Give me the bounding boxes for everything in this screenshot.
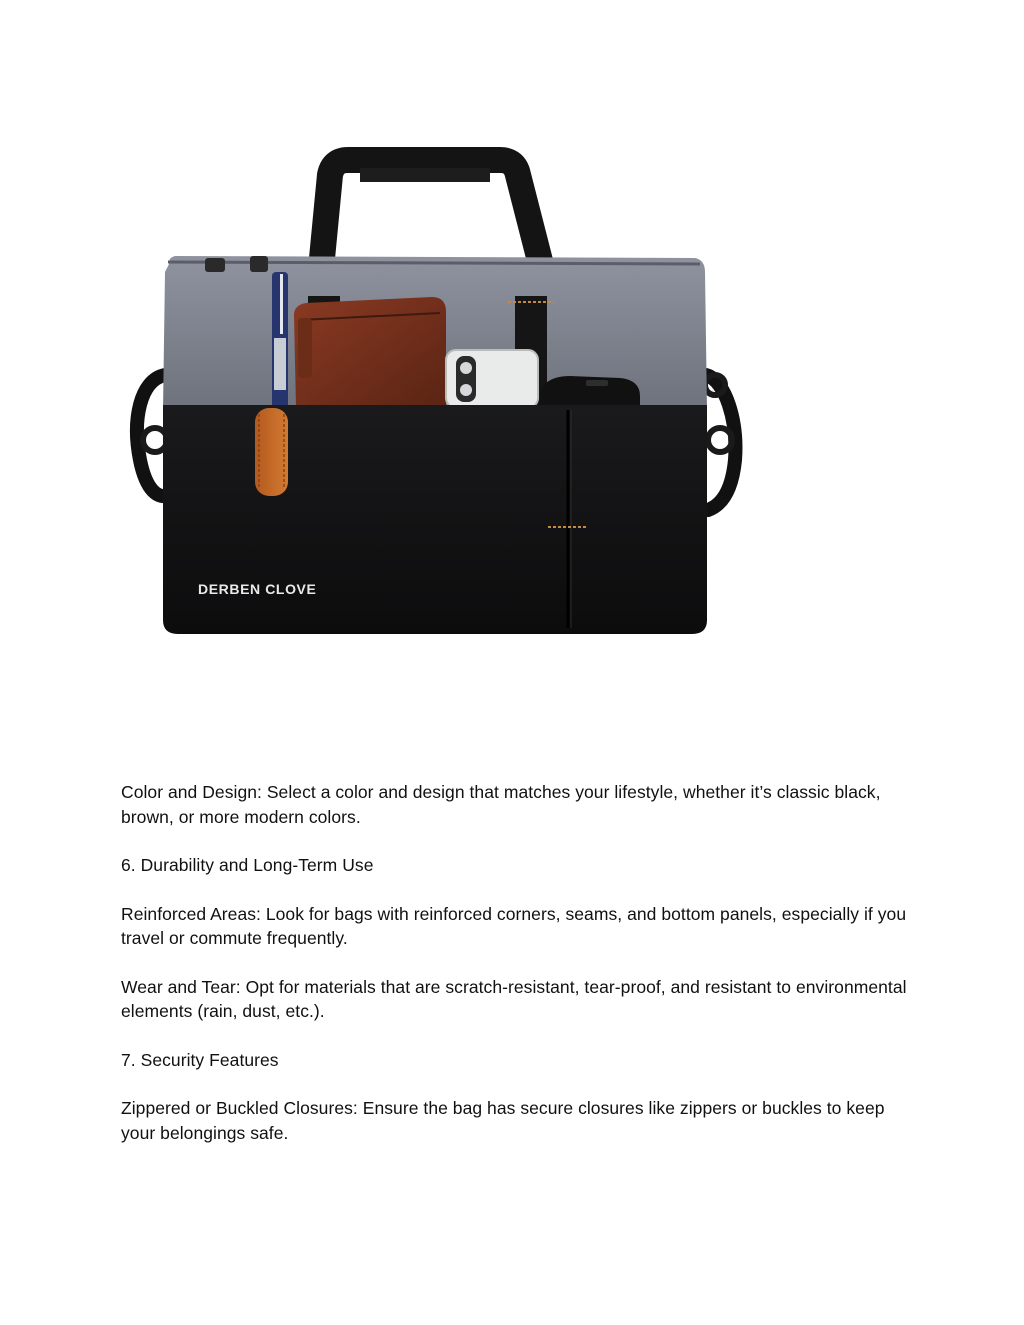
laptop-bag-photo [120, 140, 760, 660]
brand-label: DERBEN CLOVE [198, 581, 317, 597]
paragraph-color-design: Color and Design: Select a color and design that matches your lifestyle, whether it’s classic black, brown, or more modern colors. [121, 782, 881, 827]
document-body [121, 780, 911, 1169]
heading-security-features: 7. Security Features [121, 1049, 279, 1070]
heading-durability: 6. Durability and Long-Term Use [121, 855, 374, 875]
paragraph-closures: Zippered or Buckled Closures: Ensure the bag has secure closures like zippers or buckles to keep your belongings safe. [121, 1098, 885, 1143]
paragraph-reinforced-areas: Reinforced Areas: Look for bags with reinforced corners, seams, and bottom panels, especially if you travel or commute frequently. [121, 903, 907, 948]
paragraph-wear-and-tear: Wear and Tear: Opt for materials that are scratch-resistant, tear-proof, and resistant to environmental elements (rain, dust, etc.). [121, 976, 907, 1021]
